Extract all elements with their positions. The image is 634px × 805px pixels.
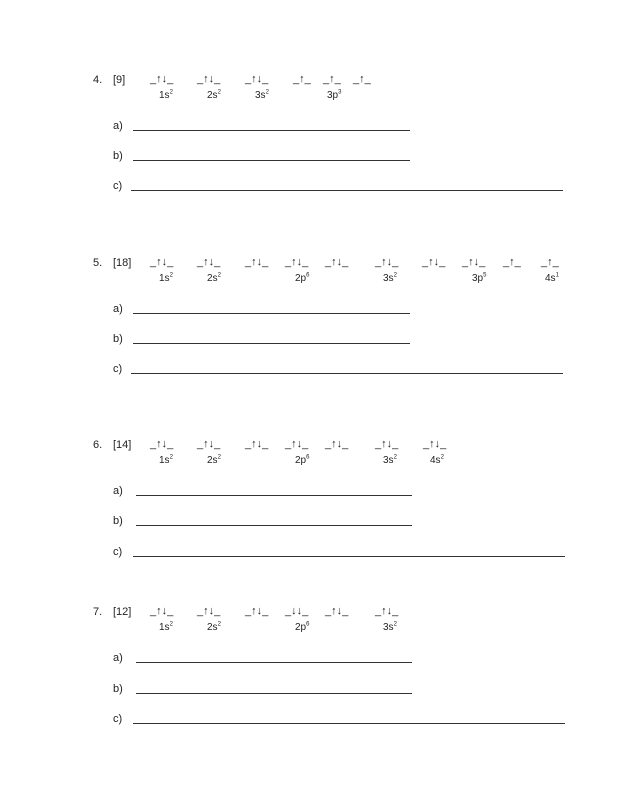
question-number: 7.: [93, 606, 103, 618]
orbital-box: _↑↓_: [245, 438, 269, 450]
subshell-exponent: 2: [440, 454, 444, 461]
subshell-base: 2p: [295, 455, 307, 466]
question-number: 4.: [93, 74, 103, 86]
subshell-label: [207, 622, 221, 633]
orbital-box: _↑↓_: [245, 256, 269, 268]
subshell-label: [207, 455, 221, 466]
subshell-exponent: 2: [393, 454, 397, 461]
answer-label: a): [113, 120, 123, 132]
subshell-exponent: 2: [217, 454, 221, 461]
orbital-box: _↑↓_: [375, 256, 399, 268]
orbital-box: _↑_: [353, 73, 371, 85]
orbital-box: _↑↓_: [150, 256, 174, 268]
answer-line[interactable]: [136, 662, 412, 663]
subshell-base: 2p: [295, 273, 307, 284]
answer-label: c): [113, 180, 123, 192]
orbital-box: _↑↓_: [462, 256, 486, 268]
subshell-base: 1s: [159, 90, 170, 101]
subshell-exponent: 6: [306, 454, 310, 461]
subshell-exponent: 2: [393, 621, 397, 628]
subshell-label: [383, 273, 397, 284]
subshell-exponent: 5: [483, 272, 487, 279]
subshell-base: 3p: [327, 90, 339, 101]
answer-label: c): [113, 363, 123, 375]
subshell-base: 2s: [207, 273, 218, 284]
subshell-exponent: 2: [265, 89, 269, 96]
orbital-box: _↑↓_: [285, 438, 309, 450]
answer-line[interactable]: [136, 495, 412, 496]
subshell-base: 4s: [430, 455, 441, 466]
answer-label: b): [113, 515, 123, 527]
answer-label: c): [113, 713, 123, 725]
answer-label: b): [113, 333, 123, 345]
subshell-label: [472, 273, 486, 284]
subshell-exponent: 3: [338, 89, 342, 96]
electron-count-tag: [9]: [113, 74, 126, 86]
electron-count-tag: [18]: [113, 257, 132, 269]
answer-line[interactable]: [133, 313, 410, 314]
subshell-base: 2s: [207, 90, 218, 101]
orbital-box: _↑_: [293, 73, 311, 85]
orbital-box: _↑_: [541, 256, 559, 268]
answer-line[interactable]: [133, 130, 410, 131]
subshell-label: [207, 90, 221, 101]
subshell-exponent: 2: [169, 454, 173, 461]
answer-label: b): [113, 683, 123, 695]
answer-label: a): [113, 652, 123, 664]
answer-label: b): [113, 150, 123, 162]
subshell-label: [159, 273, 173, 284]
subshell-label: [383, 622, 397, 633]
answer-label: a): [113, 485, 123, 497]
subshell-base: 1s: [159, 455, 170, 466]
answer-label: a): [113, 303, 123, 315]
answer-line[interactable]: [131, 190, 563, 191]
answer-line[interactable]: [133, 343, 410, 344]
electron-count-tag: [12]: [113, 606, 132, 618]
subshell-label: [159, 90, 173, 101]
orbital-box: _↑↓_: [245, 605, 269, 617]
subshell-exponent: 6: [306, 621, 310, 628]
subshell-exponent: 2: [217, 621, 221, 628]
orbital-box: _↑↓_: [197, 73, 221, 85]
orbital-box: _↑↓_: [150, 605, 174, 617]
subshell-exponent: 2: [393, 272, 397, 279]
subshell-label: [159, 622, 173, 633]
subshell-label: [327, 90, 341, 101]
subshell-label: [545, 273, 559, 284]
answer-line[interactable]: [136, 693, 412, 694]
subshell-label: [207, 273, 221, 284]
question-number: 6.: [93, 439, 103, 451]
orbital-box: _↑↓_: [285, 256, 309, 268]
subshell-exponent: 2: [217, 272, 221, 279]
subshell-label: [159, 455, 173, 466]
subshell-base: 4s: [545, 273, 556, 284]
subshell-base: 3s: [383, 622, 394, 633]
orbital-box: _↑↓_: [422, 256, 446, 268]
orbital-box: _↓↓_: [285, 605, 309, 617]
answer-line[interactable]: [133, 160, 410, 161]
subshell-base: 3p: [472, 273, 484, 284]
question-number: 5.: [93, 257, 103, 269]
orbital-box: _↑↓_: [245, 73, 269, 85]
subshell-label: [430, 455, 444, 466]
subshell-exponent: 6: [306, 272, 310, 279]
answer-line[interactable]: [133, 556, 565, 557]
subshell-base: 3s: [255, 90, 266, 101]
answer-label: c): [113, 546, 123, 558]
subshell-label: [295, 622, 309, 633]
orbital-box: _↑↓_: [150, 73, 174, 85]
subshell-base: 2s: [207, 455, 218, 466]
orbital-box: _↑↓_: [423, 438, 447, 450]
answer-line[interactable]: [136, 525, 412, 526]
subshell-base: 3s: [383, 455, 394, 466]
subshell-exponent: 2: [217, 89, 221, 96]
orbital-box: _↑↓_: [150, 438, 174, 450]
subshell-exponent: 2: [169, 272, 173, 279]
answer-line[interactable]: [131, 373, 563, 374]
orbital-box: _↑↓_: [325, 438, 349, 450]
electron-count-tag: [14]: [113, 439, 132, 451]
subshell-base: 2p: [295, 622, 307, 633]
subshell-label: [295, 455, 309, 466]
orbital-box: _↑↓_: [325, 256, 349, 268]
orbital-box: _↑↓_: [197, 605, 221, 617]
orbital-box: _↑↓_: [197, 256, 221, 268]
subshell-exponent: 1: [555, 272, 559, 279]
orbital-box: _↑↓_: [197, 438, 221, 450]
subshell-label: [295, 273, 309, 284]
orbital-box: _↑_: [323, 73, 341, 85]
subshell-label: [255, 90, 269, 101]
orbital-box: _↑_: [503, 256, 521, 268]
subshell-base: 1s: [159, 622, 170, 633]
orbital-box: _↑↓_: [375, 438, 399, 450]
subshell-exponent: 2: [169, 89, 173, 96]
orbital-box: _↑↓_: [325, 605, 349, 617]
subshell-base: 3s: [383, 273, 394, 284]
subshell-base: 2s: [207, 622, 218, 633]
answer-line[interactable]: [133, 723, 565, 724]
subshell-exponent: 2: [169, 621, 173, 628]
subshell-base: 1s: [159, 273, 170, 284]
orbital-box: _↑↓_: [375, 605, 399, 617]
subshell-label: [383, 455, 397, 466]
